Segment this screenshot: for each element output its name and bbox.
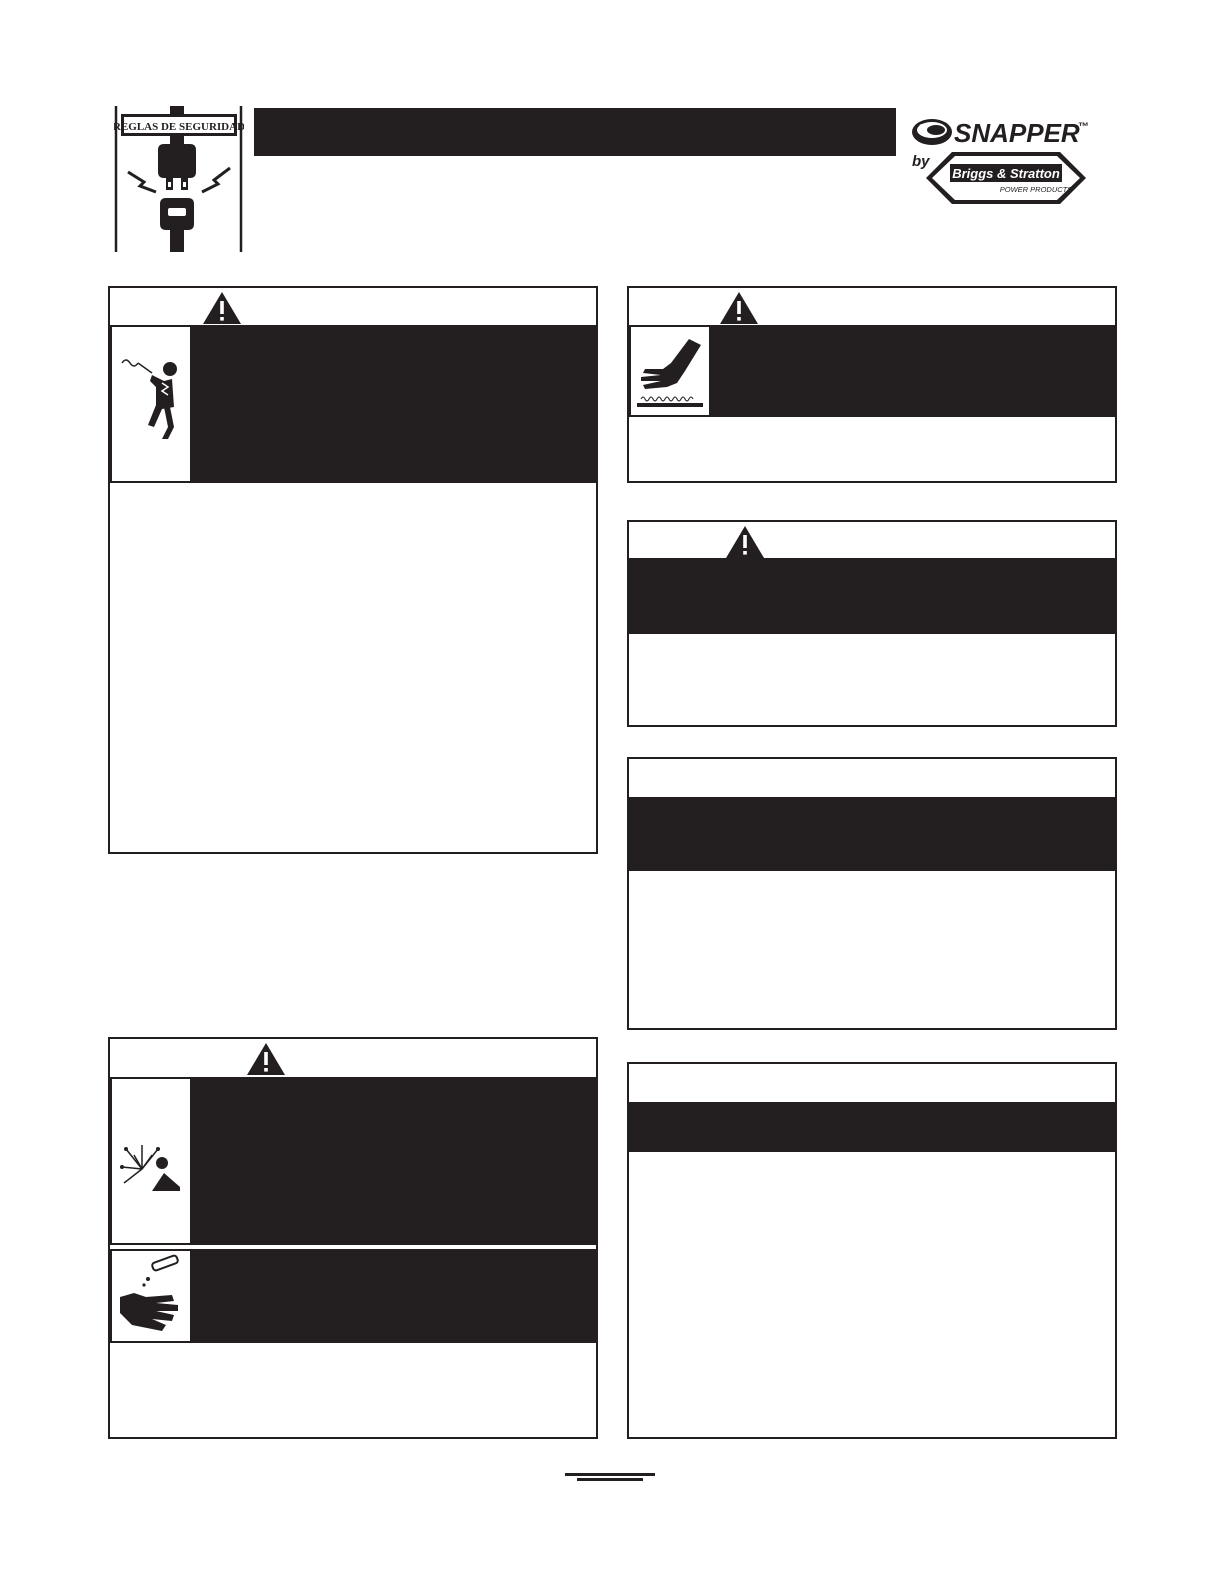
snapper-logo-icon xyxy=(910,112,1110,212)
warning-triangle-icon xyxy=(719,291,759,325)
electric-shock-cell xyxy=(110,325,192,483)
plug-icon xyxy=(114,106,244,252)
hazard-band xyxy=(629,1102,1115,1152)
explosion-cell xyxy=(110,1077,192,1245)
notice-box-1 xyxy=(627,757,1117,1030)
title-bar xyxy=(254,108,896,156)
warning-triangle-icon xyxy=(202,291,242,325)
warning-box-electrocution xyxy=(108,286,598,854)
electric-shock-icon xyxy=(112,327,190,481)
partner-sub: POWER PRODUCTS xyxy=(999,185,1073,194)
badge-text: REGLAS DE SEGURIDAD xyxy=(114,121,244,133)
page-number-rule-icon xyxy=(565,1471,655,1483)
brand-name: SNAPPER xyxy=(954,118,1080,148)
chemical-burn-hand-icon xyxy=(112,1251,190,1341)
safety-rules-badge xyxy=(114,106,244,252)
svg-text:by: by xyxy=(912,153,930,170)
svg-text:™: ™ xyxy=(1078,121,1089,133)
warning-triangle-icon xyxy=(246,1042,286,1076)
hazard-band xyxy=(629,797,1115,871)
hot-surface-hand-icon xyxy=(631,327,709,415)
hot-surface-cell xyxy=(629,325,711,417)
warning-box-hot-surface xyxy=(627,286,1117,483)
warning-box-general xyxy=(627,520,1117,727)
partner-name: Briggs & Stratton xyxy=(952,166,1060,181)
warning-triangle-icon xyxy=(725,525,765,559)
hazard-band xyxy=(629,558,1115,634)
page-number-rule xyxy=(565,1470,655,1482)
chemical-burn-cell xyxy=(110,1249,192,1343)
explosion-icon xyxy=(112,1079,190,1243)
notice-box-2 xyxy=(627,1062,1117,1439)
brand-logo xyxy=(910,112,1110,212)
warning-box-battery xyxy=(108,1037,598,1439)
